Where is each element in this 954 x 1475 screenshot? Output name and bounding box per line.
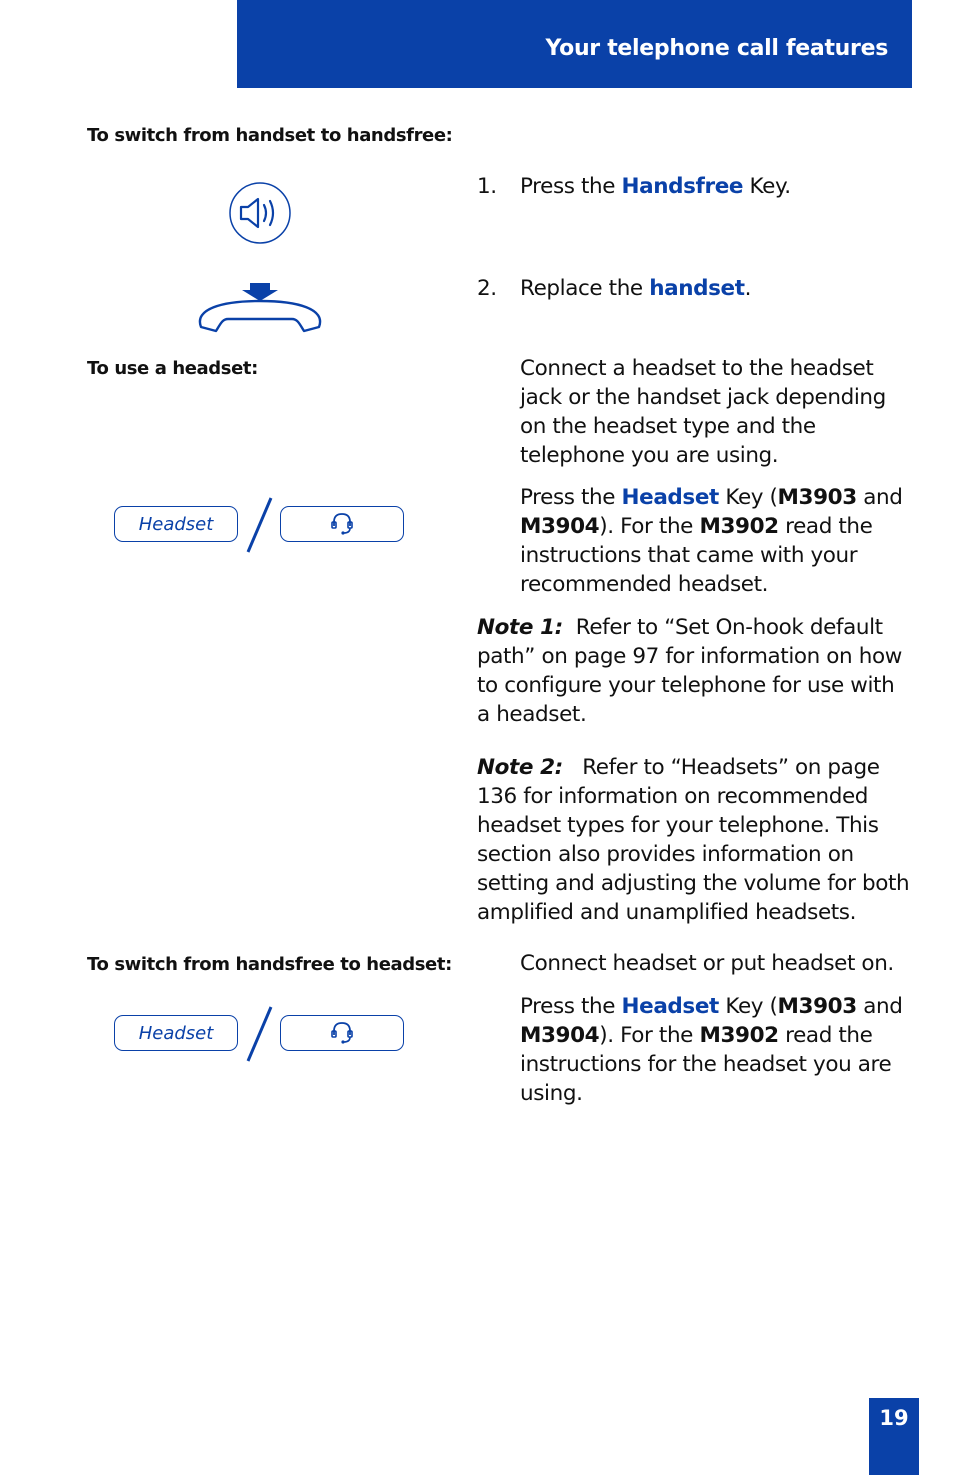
slash-separator-icon [244, 496, 274, 554]
handsfree-speaker-icon[interactable] [228, 181, 292, 245]
note-label: Note 2: [477, 755, 563, 780]
connect-headset-text: Connect headset or put headset on. [520, 951, 894, 976]
replace-handset-icon [196, 281, 324, 337]
headset-icon [329, 511, 355, 537]
headset-key-button[interactable] [280, 1015, 404, 1051]
note-text: Refer to “Set On-hook default path” on page 97 for information on how to configure your telephone for use with a headset. [477, 615, 902, 727]
note-2 [477, 753, 912, 927]
headset-connect-text: Connect a headset to the headset jack or the handset jack depending on the headset type and the telephone you are using. [520, 356, 886, 468]
headset-icon [329, 1020, 355, 1046]
step-text: Replace the [520, 276, 643, 301]
page-number-box [869, 1398, 919, 1475]
step-text: Press the [520, 174, 616, 199]
headset-key-ref: Headset [621, 994, 719, 1019]
slash-separator-icon [244, 1005, 274, 1063]
headset-soft-key[interactable]: Headset [114, 1015, 238, 1051]
step-number: 2. [477, 276, 497, 301]
handset-key-ref: handset [649, 276, 745, 301]
page-number: 19 [879, 1406, 909, 1430]
headset-key-instructions-2: Press the Headset Key (M3903 and M3904). For the M3902 read the instructions for the headset you are using. [520, 994, 903, 1106]
step-number: 1. [477, 174, 497, 199]
page-header-title: Your telephone call features [545, 36, 888, 61]
section-heading-use-headset: To use a headset: [87, 358, 258, 379]
section-heading-handsfree-to-headset: To switch from handsfree to headset: [87, 954, 452, 975]
step-2 [477, 274, 751, 303]
note-label: Note 1: [477, 615, 563, 640]
step-1 [477, 172, 791, 201]
step-text: Key. [749, 174, 791, 199]
note-1 [477, 613, 912, 729]
header-bar [237, 0, 912, 88]
section-heading-handset-to-handsfree: To switch from handset to handsfree: [87, 125, 453, 146]
handsfree-key-ref: Handsfree [621, 174, 744, 199]
headset-soft-key[interactable]: Headset [114, 506, 238, 542]
step-text: . [744, 276, 752, 301]
headset-key-ref: Headset [621, 485, 719, 510]
headset-key-button[interactable] [280, 506, 404, 542]
note-text: Refer to “Headsets” on page 136 for information on recommended headset types for your telephone. This section also provides information on setting and adjusting the volume for both amplified and unamplified headsets. [477, 755, 910, 925]
headset-key-instructions: Press the Headset Key (M3903 and M3904). For the M3902 read the instructions that came with your recommended headset. [520, 485, 903, 597]
